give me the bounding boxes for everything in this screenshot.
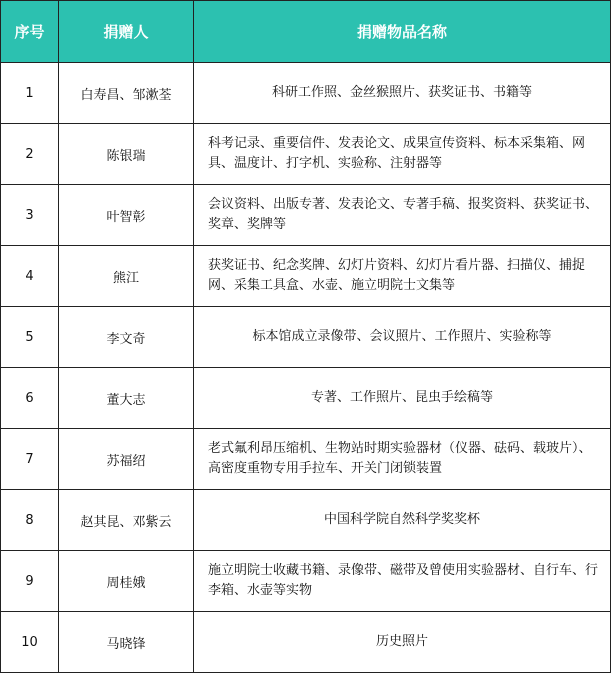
row-index: 9 — [1, 551, 59, 612]
row-items: 科研工作照、金丝猴照片、获奖证书、书籍等 — [194, 63, 611, 124]
table-row — [1, 612, 611, 673]
header-index: 序号 — [1, 1, 59, 63]
table-header-row — [1, 1, 611, 63]
row-index: 5 — [1, 307, 59, 368]
table-row — [1, 551, 611, 612]
row-donor: 白寿昌、邹漱荃 — [59, 63, 194, 124]
row-index: 2 — [1, 124, 59, 185]
header-items: 捐赠物品名称 — [194, 1, 611, 63]
table-row — [1, 429, 611, 490]
table-row — [1, 63, 611, 124]
row-index: 3 — [1, 185, 59, 246]
table-row — [1, 124, 611, 185]
row-donor: 马晓锋 — [59, 612, 194, 673]
row-donor: 苏福绍 — [59, 429, 194, 490]
row-donor: 周桂娥 — [59, 551, 194, 612]
row-items: 会议资料、出版专著、发表论文、专著手稿、报奖资料、获奖证书、奖章、奖牌等 — [194, 185, 611, 246]
row-items: 老式氟利昂压缩机、生物站时期实验器材（仪器、砝码、载玻片）、高密度重物专用手拉车、开关门闭锁装置 — [194, 429, 611, 490]
row-items: 历史照片 — [194, 612, 611, 673]
row-donor: 陈银瑞 — [59, 124, 194, 185]
table-row — [1, 185, 611, 246]
row-items: 施立明院士收藏书籍、录像带、磁带及曾使用实验器材、自行车、行李箱、水壶等实物 — [194, 551, 611, 612]
row-donor: 赵其昆、邓紫云 — [59, 490, 194, 551]
table-row — [1, 368, 611, 429]
row-donor: 叶智彰 — [59, 185, 194, 246]
row-donor: 董大志 — [59, 368, 194, 429]
header-donor: 捐赠人 — [59, 1, 194, 63]
row-index: 10 — [1, 612, 59, 673]
row-items: 专著、工作照片、昆虫手绘稿等 — [194, 368, 611, 429]
row-index: 8 — [1, 490, 59, 551]
row-donor: 熊江 — [59, 246, 194, 307]
row-index: 7 — [1, 429, 59, 490]
row-items: 科考记录、重要信件、发表论文、成果宣传资料、标本采集箱、网具、温度计、打字机、实验称、注射器等 — [194, 124, 611, 185]
row-donor: 李文奇 — [59, 307, 194, 368]
row-index: 6 — [1, 368, 59, 429]
table-row — [1, 490, 611, 551]
row-items: 获奖证书、纪念奖牌、幻灯片资料、幻灯片看片器、扫描仪、捕捉网、采集工具盒、水壶、施立明院士文集等 — [194, 246, 611, 307]
table-row — [1, 307, 611, 368]
row-index: 1 — [1, 63, 59, 124]
row-items: 标本馆成立录像带、会议照片、工作照片、实验称等 — [194, 307, 611, 368]
table-row — [1, 246, 611, 307]
row-index: 4 — [1, 246, 59, 307]
row-items: 中国科学院自然科学奖奖杯 — [194, 490, 611, 551]
